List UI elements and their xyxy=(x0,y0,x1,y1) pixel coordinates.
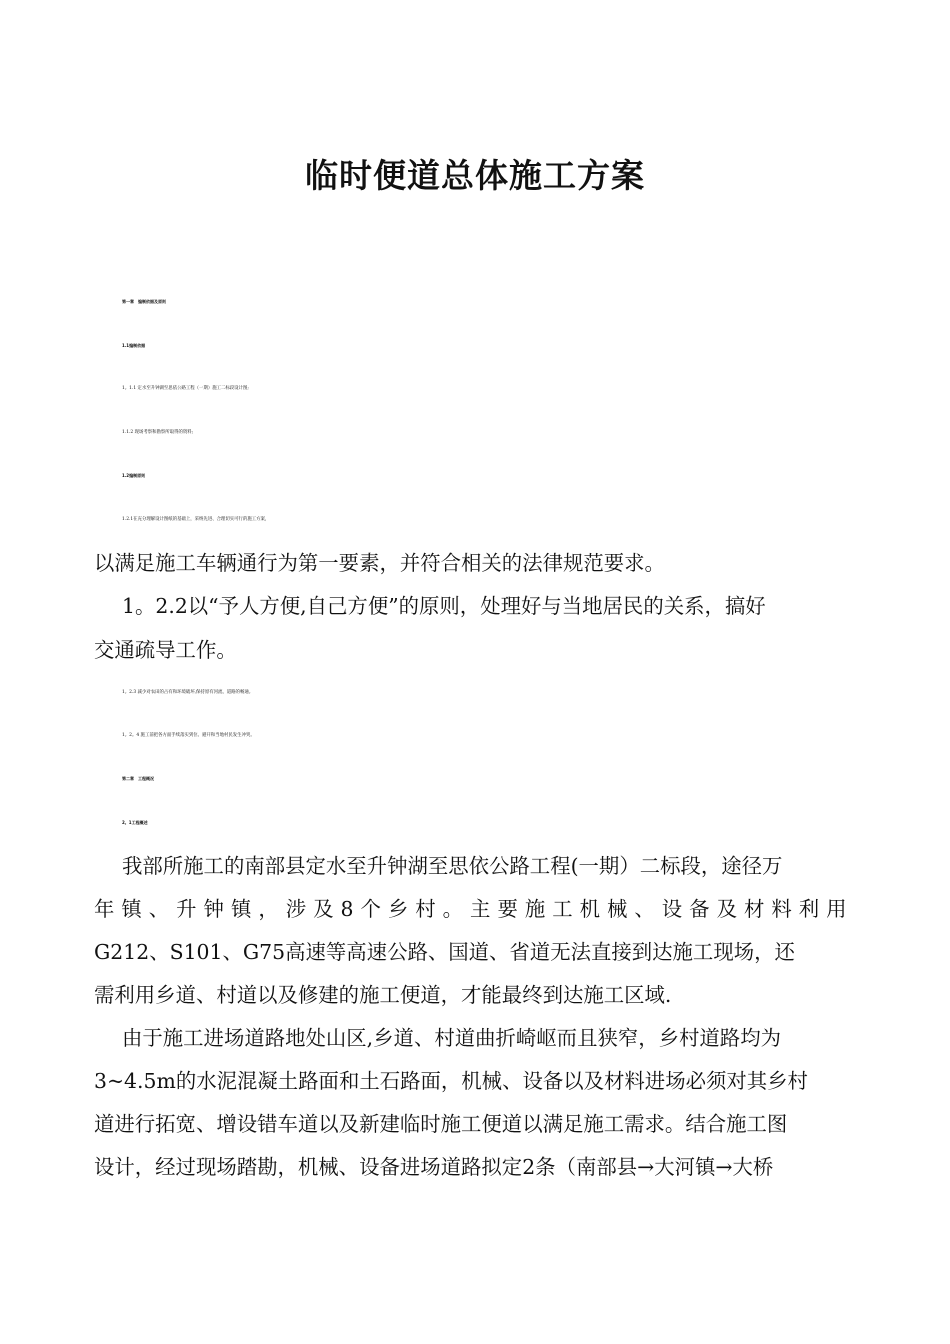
paragraph-line: 1。2.3 减少对农田的占有和环境破坏,保持原有河流、道路的畅通。 xyxy=(122,690,254,695)
paragraph-line: 由于施工进场道路地处山区,乡道、村道曲折崎岖而且狭窄，乡村道路均为 xyxy=(122,1026,781,1050)
paragraph-line: G212、S101、G75高速等高速公路、国道、省道无法直接到达施工现场，还 xyxy=(94,940,795,964)
paragraph-line: 以满足施工车辆通行为第一要素，并符合相关的法律规范要求。 xyxy=(94,551,665,575)
paragraph-line: 1。1.1 定水至升钟湖至思依公路工程（一期）施工二标段设计图; xyxy=(122,386,249,391)
paragraph-line: 年镇、升钟镇，涉及8个乡村。主要施工机械、设备及材料利用 xyxy=(94,897,854,921)
paragraph-line: 3~4.5m的水泥混凝土路面和土石路面，机械、设备以及材料进场必须对其乡村 xyxy=(94,1069,808,1093)
paragraph-line: 交通疏导工作。 xyxy=(94,638,237,662)
paragraph-line: 1.2.1在充分理解设计图纸的基础上，采纳先进、合理切实可行的施工方案， xyxy=(122,517,270,522)
paragraph-line: 需利用乡道、村道以及修建的施工便道，才能最终到达施工区域. xyxy=(94,983,672,1007)
chapter-1-heading: 第一章 编制依据及原则 xyxy=(122,299,166,304)
chapter-2-heading: 第二章 工程概况 xyxy=(122,776,154,781)
document-title: 临时便道总体施工方案 xyxy=(305,156,645,195)
section-1-1-heading: 1.1编制依据 xyxy=(122,343,146,348)
paragraph-line: 1。2。4 施工前把各方面手续落实到位、避开和当地村民发生冲突。 xyxy=(122,733,255,738)
section-2-1-heading: 2。1工程概述 xyxy=(122,820,148,825)
paragraph-line: 1.1.2 现场考察和勘察所取得的资料; xyxy=(122,430,194,435)
paragraph-line: 1。2.2以“予人方便,自己方便”的原则，处理好与当地居民的关系，搞好 xyxy=(122,594,766,618)
paragraph-line: 我部所施工的南部县定水至升钟湖至思依公路工程(一期）二标段，途径万 xyxy=(122,854,783,878)
section-1-2-heading: 1.2编制原则 xyxy=(122,473,146,478)
paragraph-line: 道进行拓宽、增设错车道以及新建临时施工便道以满足施工需求。结合施工图 xyxy=(94,1112,788,1136)
paragraph-line: 设计，经过现场踏勘，机械、设备进场道路拟定2条（南部县→大河镇→大桥 xyxy=(94,1155,774,1179)
